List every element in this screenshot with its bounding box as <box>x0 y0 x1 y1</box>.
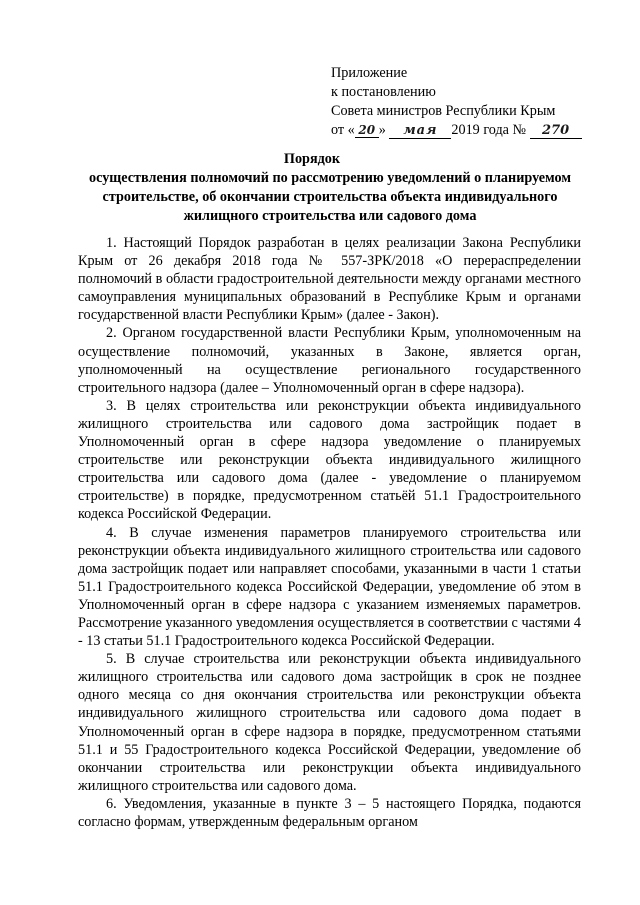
appendix-issuer: Совета министров Республики Крым <box>331 103 556 119</box>
paragraph: 4. В случае изменения параметров планируемого строительства или реконструкции объекта индивидуального жилищного строительства или садового дома застройщик подает или направляет способами, указанными в части 1 статьи 51.1 Градостроительного кодекса Российской Федерации, уведомление об этом в Уполномоченный орган в сфере надзора с указанием изменяемых параметров. Рассмотрение указанного уведомления осуществляется в соответствии с частями 4 - 13 статьи 51.1 Градостроительного кодекса Российской Федерации. <box>78 524 581 650</box>
paragraph: 2. Органом государственной власти Республики Крым, уполномоченным на осуществление полномочий, указанных в Законе, является орган, уполномоченный на осуществление регионального государственного строительного надзора (далее – Уполномоченный орган в сфере надзора). <box>78 325 581 396</box>
handwritten-month: мая <box>389 124 451 139</box>
handwritten-number: 270 <box>530 124 582 139</box>
document-body <box>78 234 581 831</box>
appendix-block <box>331 64 621 140</box>
date-year: 2019 года № <box>451 122 527 138</box>
appendix-label: Приложение <box>331 65 408 81</box>
paragraph: 6. Уведомления, указанные в пункте 3 – 5 настоящего Порядка, подаются согласно формам, утвержденным федеральным органом <box>78 795 581 830</box>
appendix-resolution: к постановлению <box>331 84 436 100</box>
document-title <box>80 150 580 226</box>
date-prefix: от « <box>331 122 355 138</box>
handwritten-day: 20 <box>355 123 379 138</box>
appendix-date-line <box>331 121 621 140</box>
paragraph: 5. В случае строительства или реконструкции объекта индивидуального жилищного строительства или садового дома застройщик в срок не позднее одного месяца со дня окончания строительства или реконструкции объекта индивидуального жилищного строительства или садового дома подает в Уполномоченный орган в сфере надзора в порядке, предусмотренном статьями 51.1 и 55 Градостроительного кодекса Российской Федерации, уведомление об окончании строительства или реконструкции объекта индивидуального жилищного строительства или садового дома. <box>78 651 581 794</box>
paragraph: 1. Настоящий Порядок разработан в целях реализации Закона Республики Крым от 26 декабря 2018 года № 557-ЗРК/2018 «О перераспределении полномочий в области градостроительной деятельности между органами местного самоуправления муниципальных образований в Республике Крым и органами государственной власти Республики Крым» (далее - Закон). <box>78 235 581 324</box>
title-heading: Порядок <box>283 151 341 167</box>
paragraph: 3. В целях строительства или реконструкции объекта индивидуального жилищного строительства или садового дома застройщик подает в Уполномоченный орган в сфере надзора уведомление о планируемых строительстве или реконструкции объекта индивидуального жилищного строительства или садового дома (далее - уведомление о планируемом строительстве) в порядке, предусмотренном статьёй 51.1 Градостроительного кодекса Российской Федерации. <box>78 397 581 523</box>
date-mid: » <box>378 122 386 138</box>
title-subtitle: осуществления полномочий по рассмотрению уведомлений о планируемом строительстве, об окончании строительства объекта индивидуального жилищного строительства или садового дома <box>89 170 571 224</box>
